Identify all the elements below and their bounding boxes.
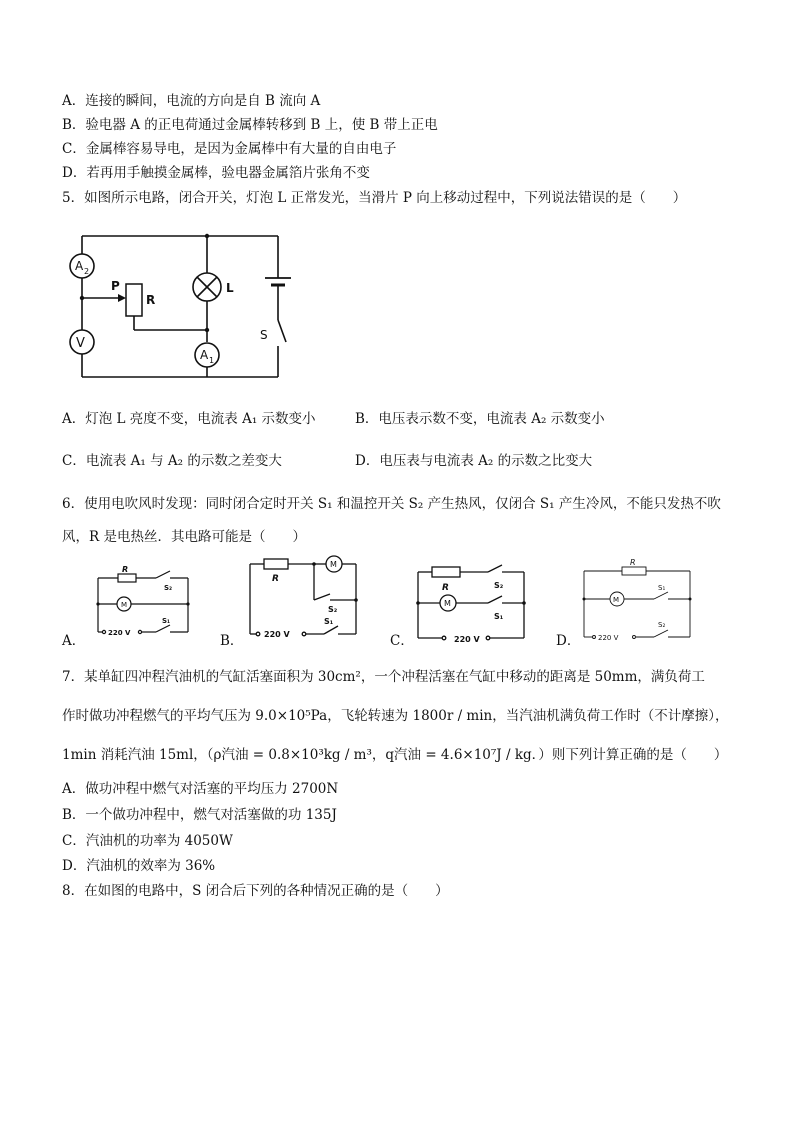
q4-option-d: D．若再用手触摸金属棒，验电器金属箔片张角不变 [62, 165, 370, 181]
q6-choice-c: C． [390, 633, 414, 649]
a2-meter-label: A [75, 259, 84, 273]
q6-c-s1-label: S₁ [494, 612, 504, 621]
a1-meter-label: A [200, 348, 209, 362]
a1-meter-subscript: 1 [209, 356, 215, 365]
q4-option-c: C．金属棒容易导电，是因为金属棒中有大量的自由电子 [62, 141, 397, 157]
q8-stem: 8．在如图的电路中，S 闭合后下列的各种情况正确的是（ ） [62, 883, 449, 899]
q5-circuit-figure [60, 224, 300, 384]
q6-choice-b: B． [220, 633, 244, 649]
q6-circuit-d [578, 558, 696, 645]
q6-c-motor-label: M [444, 599, 451, 608]
q6-b-voltage-label: 220 V [264, 630, 290, 639]
q7-option-a: A．做功冲程中燃气对活塞的平均压力 2700N [62, 781, 339, 797]
q6-c-r-label: R [442, 583, 449, 593]
q6-choice-a: A． [62, 633, 86, 649]
q7-option-b: B．一个做功冲程中，燃气对活塞做的功 135J [62, 807, 337, 823]
q5-option-b: B．电压表示数不变，电流表 A₂ 示数变小 [355, 411, 605, 427]
q6-b-r-label: R [272, 574, 279, 584]
q6-b-s1-label: S₁ [324, 617, 334, 626]
q7-stem-line-1: 7．某单缸四冲程汽油机的气缸活塞面积为 30cm²，一个冲程活塞在气缸中移动的距离是 50mm，满负荷工 [62, 669, 705, 685]
switch-s-label: S [260, 328, 268, 342]
voltmeter-label: V [76, 336, 85, 351]
q6-choice-d: D． [556, 633, 581, 649]
q7-stem-line-2: 作时做功冲程燃气的平均气压为 9.0×10⁵Pa，飞轮转速为 1800r / min，当汽油机满负荷工作时（不计摩擦）， [62, 708, 729, 724]
q5-option-c: C．电流表 A₁ 与 A₂ 的示数之差变大 [62, 453, 282, 469]
q7-option-d: D．汽油机的效率为 36% [62, 858, 216, 874]
q6-a-voltage-label: 220 V [108, 629, 131, 637]
q7-stem-line-3: 1min 消耗汽油 15ml，（ρ汽油 = 0.8×10³kg / m³，q汽油 = 4.6×10⁷J / kg．）则下列计算正确的是（ ） [62, 747, 728, 763]
q4-option-b: B．验电器 A 的正电荷通过金属棒转移到 B 上，使 B 带上正电 [62, 117, 438, 133]
q6-d-s1-label: S₁ [658, 584, 666, 592]
q6-stem-line-2: 风，R 是电热丝．其电路可能是（ ） [62, 529, 306, 545]
q6-a-s2-label: S₂ [164, 584, 173, 592]
q6-d-r-label: R [630, 558, 636, 567]
q6-circuit-b [244, 556, 360, 644]
q6-circuit-c [412, 564, 528, 646]
q6-circuit-a [92, 566, 192, 644]
q6-d-motor-label: M [613, 596, 620, 604]
q6-b-s2-label: S₂ [328, 605, 338, 614]
q6-a-r-label: R [122, 565, 129, 574]
q6-d-s2-label: S₂ [658, 621, 666, 629]
q5-option-a: A．灯泡 L 亮度不变，电流表 A₁ 示数变小 [62, 411, 316, 427]
q6-b-motor-label: M [330, 560, 337, 569]
rheostat-r-label: R [146, 293, 156, 307]
q5-option-d: D．电压表与电流表 A₂ 的示数之比变大 [355, 453, 593, 469]
q6-a-s1-label: S₁ [162, 617, 171, 625]
q6-a-motor-label: M [121, 601, 128, 609]
q5-stem: 5．如图所示电路，闭合开关，灯泡 L 正常发光，当滑片 P 向上移动过程中，下列说法错误的是（ ） [62, 190, 687, 206]
q4-option-a: A．连接的瞬间，电流的方向是自 B 流向 A [62, 93, 321, 109]
slider-p-label: P [111, 279, 120, 293]
q6-c-s2-label: S₂ [494, 581, 504, 590]
q6-stem-line-1: 6．使用电吹风时发现：同时闭合定时开关 S₁ 和温控开关 S₂ 产生热风，仅闭合 S₁ 产生冷风，不能只发热不吹 [62, 496, 721, 512]
q7-option-c: C．汽油机的功率为 4050W [62, 833, 233, 849]
a2-meter-subscript: 2 [84, 267, 90, 276]
q6-c-voltage-label: 220 V [454, 635, 480, 644]
lamp-l-label: L [226, 281, 234, 295]
q6-d-voltage-label: 220 V [598, 634, 619, 642]
